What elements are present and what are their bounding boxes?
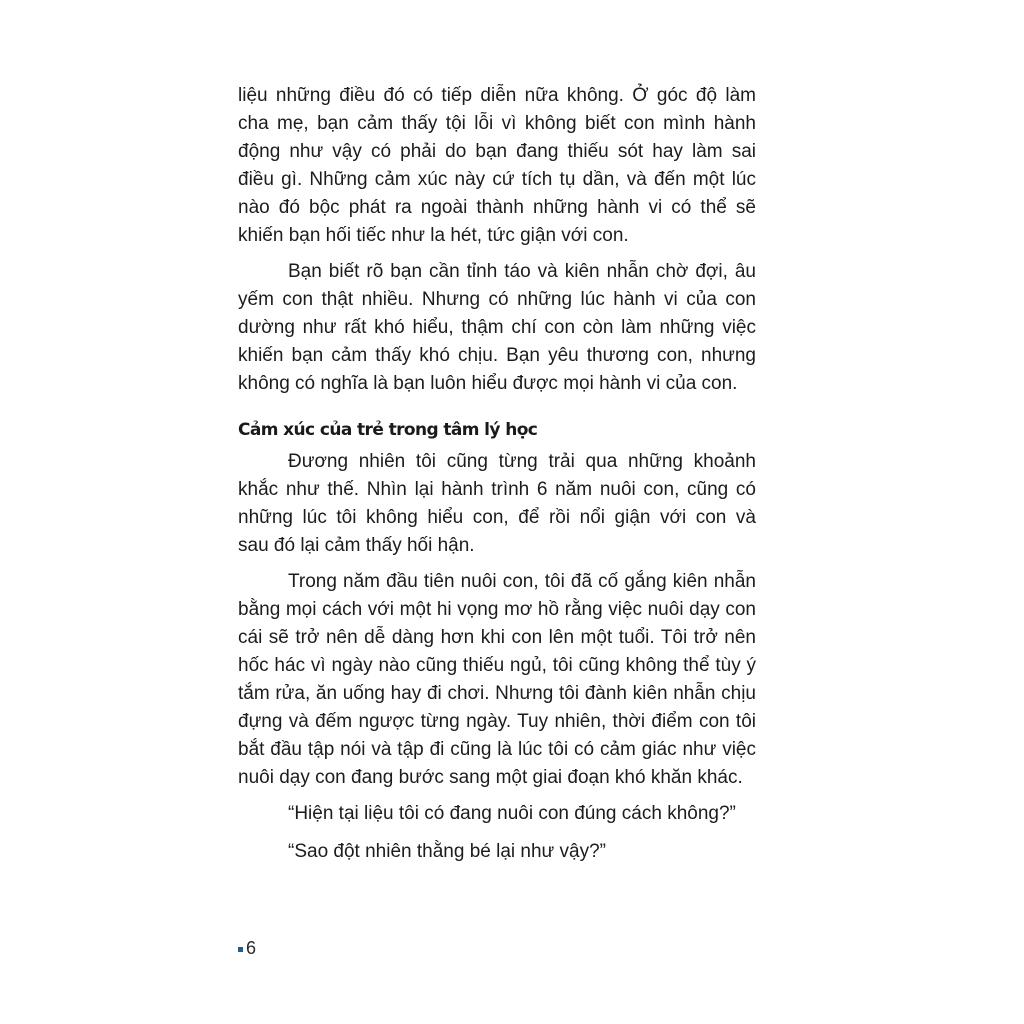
text-line: nuôi dạy con đang bước sang một giai đoạn khó khăn khác. xyxy=(238,767,743,788)
page-number: 6 xyxy=(246,938,257,958)
text-line: động như vậy có phải do bạn đang thiếu sót hay làm sai xyxy=(238,141,756,162)
quote-text: “Sao đột nhiên thằng bé lại như vậy?” xyxy=(288,841,606,862)
quote-text: “Hiện tại liệu tôi có đang nuôi con đúng cách không?” xyxy=(288,803,736,824)
text-line: những lúc tôi không hiểu con, để rồi nổi giận với con và xyxy=(238,507,756,528)
text-line: khiến bạn cảm thấy khó chịu. Bạn yêu thương con, nhưng xyxy=(238,345,756,366)
text-line: liệu những điều đó có tiếp diễn nữa không. Ở góc độ làm xyxy=(238,85,756,106)
page-footer xyxy=(238,938,256,959)
text-line: khiến bạn hối tiếc như la hét, tức giận với con. xyxy=(238,225,629,246)
text-line: đựng và đếm ngược từng ngày. Tuy nhiên, thời điểm con tôi xyxy=(238,711,756,732)
text-line: sau đó lại cảm thấy hối hận. xyxy=(238,535,475,556)
section-heading: Cảm xúc của trẻ trong tâm lý học xyxy=(238,420,538,440)
quote-1 xyxy=(238,800,756,828)
paragraph-2 xyxy=(238,258,756,398)
text-line: cha mẹ, bạn cảm thấy tội lỗi vì không biết con mình hành xyxy=(238,113,756,134)
text-line: bắt đầu tập nói và tập đi cũng là lúc tôi có cảm giác như việc xyxy=(238,739,756,760)
text-line: không có nghĩa là bạn luôn hiểu được mọi hành vi của con. xyxy=(238,373,738,394)
text-line: nào đó bộc phát ra ngoài thành những hành vi có thể sẽ xyxy=(238,197,756,218)
page-marker-icon xyxy=(238,947,243,952)
text-line: bằng mọi cách với một hi vọng mơ hồ rằng việc nuôi dạy con xyxy=(238,599,756,620)
paragraph-1 xyxy=(238,82,756,250)
text-line: tắm rửa, ăn uống hay đi chơi. Nhưng tôi đành kiên nhẫn chịu xyxy=(238,683,756,704)
text-line: Đương nhiên tôi cũng từng trải qua những khoảnh xyxy=(288,451,756,472)
quote-2 xyxy=(238,838,756,866)
text-line: yếm con thật nhiều. Nhưng có những lúc hành vi của con xyxy=(238,289,756,310)
paragraph-3 xyxy=(238,448,756,560)
text-line: dường như rất khó hiểu, thậm chí con còn làm những việc xyxy=(238,317,756,338)
text-line: Bạn biết rõ bạn cần tỉnh táo và kiên nhẫn chờ đợi, âu xyxy=(288,261,756,282)
text-line: khắc như thế. Nhìn lại hành trình 6 năm nuôi con, cũng có xyxy=(238,479,756,500)
text-line: điều gì. Những cảm xúc này cứ tích tụ dần, và đến một lúc xyxy=(238,169,756,190)
text-line: cái sẽ trở nên dễ dàng hơn khi con lên một tuổi. Tôi trở nên xyxy=(238,627,756,648)
paragraph-4 xyxy=(238,568,756,792)
text-line: Trong năm đầu tiên nuôi con, tôi đã cố gắng kiên nhẫn xyxy=(288,571,756,592)
body-text-column xyxy=(238,82,756,876)
text-line: hốc hác vì ngày nào cũng thiếu ngủ, tôi cũng không thể tùy ý xyxy=(238,655,756,676)
